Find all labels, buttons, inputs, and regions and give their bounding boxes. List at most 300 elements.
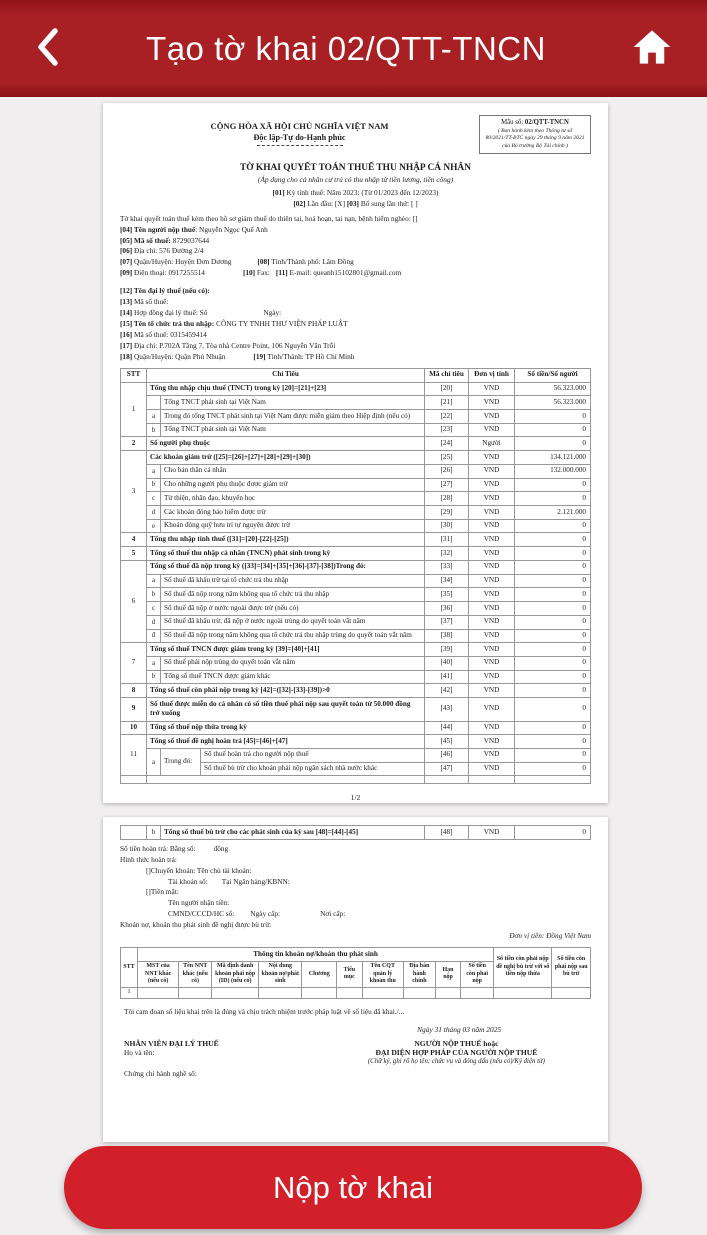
table-cell: [43]: [425, 698, 469, 721]
table-cell: [27]: [425, 478, 469, 492]
table-cell: [137, 987, 178, 998]
table-cell: [48]: [425, 826, 469, 840]
form-line: [120, 199, 591, 210]
text-segment: Tên người nhận tiền:: [168, 898, 230, 908]
form-line: [120, 341, 591, 352]
document-subtitle: (Áp dụng cho cá nhân cư trú có thu nhập từ tiền lương, tiền công): [257, 174, 454, 184]
table-cell: VND: [469, 560, 515, 574]
table-cell: Số thuế hoàn trả cho người nộp thuế: [201, 748, 425, 762]
table-header-cell: Thông tin khoản nợ/khoản thu phát sinh: [137, 948, 493, 962]
text-segment: CMND/CCCD/HC số:: [168, 909, 235, 919]
table-row: [121, 382, 591, 396]
tax-criteria-table: [120, 368, 591, 785]
table-cell: a: [147, 748, 161, 775]
table-cell: VND: [469, 478, 515, 492]
table-cell: Trong đó:: [161, 748, 201, 775]
table-cell: 0: [515, 478, 591, 492]
taxpayer-signature-area: [322, 1039, 591, 1078]
table-cell: e: [147, 519, 161, 533]
table-header-cell: Số tiền còn phải nộp: [461, 961, 494, 987]
table-cell: [212, 987, 259, 998]
table-cell: 56.323.000: [515, 382, 591, 396]
table-cell: 0: [515, 656, 591, 670]
taxpayer-info-lines: [120, 214, 591, 363]
table-cell: [121, 826, 147, 840]
table-row: [121, 602, 591, 616]
text-segment: [01]: [272, 187, 285, 197]
table-cell: [42]: [425, 684, 469, 698]
signature-date: Ngày 31 tháng 03 năm 2025: [417, 1024, 502, 1034]
text-segment: [07]: [120, 257, 133, 267]
text-segment: Điện thoại: 0917255514: [132, 268, 205, 278]
table-row: [121, 506, 591, 520]
table-cell: VND: [469, 574, 515, 588]
table-cell: Số thuế đã nộp trong năm không qua tổ chức trả thu nhập trùng do quyết toán vắt năm: [161, 629, 425, 643]
table-cell: 0: [515, 629, 591, 643]
table-row: [121, 948, 591, 962]
tax-form-page-1: [103, 103, 608, 803]
table-cell: VND: [469, 721, 515, 735]
table-cell: 0: [515, 437, 591, 451]
text-segment: Tỉnh/Thành phố: Lâm Đồng: [269, 257, 354, 267]
form-line: [120, 909, 591, 920]
text-segment: [02]: [293, 198, 306, 208]
table-cell: d: [147, 506, 161, 520]
table-cell: 2.121.000: [515, 506, 591, 520]
table-cell: Số thuế đã khấu trừ tại tổ chức trả thu nhập: [161, 574, 425, 588]
table-row: [121, 533, 591, 547]
table-cell: 0: [515, 643, 591, 657]
table-cell: [35]: [425, 588, 469, 602]
table-row: [121, 519, 591, 533]
form-line: [120, 319, 591, 330]
table-cell: VND: [469, 735, 515, 749]
form-line: [120, 225, 591, 236]
table-cell: Tổng số thuế còn phải nộp trong kỳ [42]=([32]-[33]-[39])>0: [147, 684, 425, 698]
table-cell: VND: [469, 382, 515, 396]
table-cell: [33]: [425, 560, 469, 574]
text-segment: [16]: [120, 330, 133, 340]
text-segment: [06]: [120, 246, 133, 256]
table-row: [121, 464, 591, 478]
table-row: [121, 478, 591, 492]
document-title: TỜ KHAI QUYẾT TOÁN THUẾ THU NHẬP CÁ NHÂN: [240, 162, 471, 173]
motto-divider: [257, 145, 343, 146]
tax-agent-cert-line: Chứng chỉ hành nghề số:: [124, 1068, 197, 1078]
commitment-statement: Tôi cam đoan số liệu khai trên là đúng và chịu trách nhiệm trước pháp luật về số liệu đã khai./...: [124, 1006, 405, 1016]
table-cell: 0: [515, 410, 591, 424]
table-cell: [23]: [425, 423, 469, 437]
table-cell: Số thuế đã nộp ở nước ngoài được trừ (nếu có): [161, 602, 425, 616]
table-cell: [179, 987, 212, 998]
text-segment: đồng: [213, 843, 229, 853]
table-cell: 1: [121, 382, 147, 437]
table-cell: Tổng số thuế đề nghị hoàn trả [45]=[46]+[47]: [147, 735, 425, 749]
table-row: [121, 492, 591, 506]
table-cell: Tổng thu nhập chịu thuế (TNCT) trong kỳ [20]=[21]+[23]: [147, 382, 425, 396]
table-cell: [403, 987, 435, 998]
table-cell: VND: [469, 762, 515, 776]
form-line: [120, 257, 591, 268]
table-cell: Các khoản giảm trừ ([25]=[26]+[27]+[28]+[29]+[30]): [147, 451, 425, 465]
tax-agent-name-line: Họ và tên:: [124, 1047, 155, 1057]
table-cell: d: [147, 615, 161, 629]
table-cell: 132.000.000: [515, 464, 591, 478]
form-line: [120, 236, 591, 247]
form-line: [120, 279, 591, 286]
table-cell: [46]: [425, 748, 469, 762]
table-cell: 7: [121, 643, 147, 684]
text-segment: Ngày:: [263, 308, 282, 318]
table-row: [121, 698, 591, 721]
table-cell: VND: [469, 629, 515, 643]
table-cell: Tổng số thuế bù trừ cho các phát sinh của kỳ sau [48]=[44]-[45]: [161, 826, 425, 840]
table-cell: VND: [469, 826, 515, 840]
text-segment: Tại Ngân hàng/KBNN:: [221, 876, 290, 886]
table-header-cell: Tên CQT quản lý khoản thu: [362, 961, 403, 987]
table-cell: 0: [515, 762, 591, 776]
text-segment: [10]: [242, 268, 256, 278]
national-header: [120, 115, 479, 146]
text-segment: Fax:: [255, 268, 270, 278]
table-cell: [40]: [425, 656, 469, 670]
table-cell: VND: [469, 547, 515, 561]
table-cell: Tổng số thuế TNCN được giảm khác: [161, 670, 425, 684]
table-row: [121, 721, 591, 735]
text-segment: Ngày cấp:: [250, 909, 281, 919]
form-number-box: [479, 115, 591, 154]
table-cell: [29]: [425, 506, 469, 520]
text-segment: E-mail: queanh15102801@gmail.com: [287, 268, 402, 278]
table-cell: [21]: [425, 396, 469, 410]
table-cell: 0: [515, 721, 591, 735]
table-cell: [47]: [425, 762, 469, 776]
table-cell: VND: [469, 588, 515, 602]
table-cell: 134.121.000: [515, 451, 591, 465]
form-line: [120, 887, 591, 898]
table-cell: [515, 776, 591, 784]
text-segment: CÔNG TY TNHH THƯ VIỆN PHÁP LUẬT: [214, 319, 348, 329]
home-button[interactable]: [627, 23, 677, 74]
table-cell: [20]: [425, 382, 469, 396]
table-cell: Tổng số thuế đã nộp trong kỳ ([33]=[34]+[35]+[36]-[37]-[38])Trong đó:: [147, 560, 425, 574]
table-cell: b: [147, 670, 161, 684]
table-row: [121, 826, 591, 840]
submit-declaration-button[interactable]: Nộp tờ khai: [64, 1146, 642, 1229]
table-cell: [147, 776, 425, 784]
table-cell: [32]: [425, 547, 469, 561]
table-cell: Cho những người phụ thuộc được giảm trừ: [161, 478, 425, 492]
table-cell: VND: [469, 602, 515, 616]
back-button[interactable]: [30, 22, 65, 75]
table-cell: [39]: [425, 643, 469, 657]
table-cell: VND: [469, 615, 515, 629]
text-segment: Mã số thuế:: [132, 297, 169, 307]
text-segment: Nơi cấp:: [320, 909, 346, 919]
table-header-cell: Mã định danh khoản phải nộp (ID) (nếu có): [212, 961, 259, 987]
table-cell: Số thuế được miễn do cá nhân có số tiền thuế phải nộp sau quyết toán từ 50.000 đồng trở xuống: [147, 698, 425, 721]
text-segment: Địa chỉ: P.702A Tầng 7, Tòa nhà Centre Point, 106 Nguyễn Văn Trỗi: [132, 340, 336, 350]
table-cell: [38]: [425, 629, 469, 643]
text-segment: []Chuyển khoản: Tên chủ tài khoản:: [146, 865, 252, 875]
table-row: [121, 748, 591, 762]
table-cell: [337, 987, 362, 998]
refund-info-lines: [120, 844, 591, 942]
table-row: [121, 776, 591, 784]
table-header-cell: Tiểu mục: [337, 961, 362, 987]
table-header-cell: Chỉ Tiêu: [147, 368, 425, 382]
table-cell: 0: [515, 574, 591, 588]
text-segment: [13]: [120, 297, 133, 307]
form-line: [120, 352, 591, 363]
form-line: [120, 246, 591, 257]
form-line: [120, 268, 591, 279]
form-line: [120, 920, 591, 931]
table-cell: [31]: [425, 533, 469, 547]
text-segment: Kỳ tính thuế: Năm 2023: (Từ 01/2023 đến 12/2023): [284, 187, 439, 197]
form-line: [120, 898, 591, 909]
table-cell: [26]: [425, 464, 469, 478]
table-cell: [121, 776, 147, 784]
table-cell: c: [147, 492, 161, 506]
table-row: [121, 423, 591, 437]
table-row: [121, 615, 591, 629]
table-cell: [435, 987, 460, 998]
form-line: [120, 877, 591, 888]
text-segment: [04] Tên người nộp thuế: [120, 224, 196, 234]
tax-criteria-table-continued: [120, 825, 591, 840]
table-cell: 0: [515, 735, 591, 749]
table-cell: a: [147, 464, 161, 478]
table-cell: VND: [469, 464, 515, 478]
table-cell: 8: [121, 684, 147, 698]
text-segment: : Nguyễn Ngọc Quế Anh: [195, 224, 268, 234]
table-cell: [36]: [425, 602, 469, 616]
national-motto-line2: Độc lập-Tự do-Hạnh phúc: [253, 133, 346, 142]
table-row: [121, 451, 591, 465]
table-cell: VND: [469, 506, 515, 520]
table-row: [121, 656, 591, 670]
table-cell: VND: [469, 492, 515, 506]
table-cell: Số thuế đã khấu trừ, đã nộp ở nước ngoài trùng do quyết toán vắt năm: [161, 615, 425, 629]
table-cell: 0: [515, 602, 591, 616]
table-row: [121, 410, 591, 424]
table-cell: Khoản đóng quỹ hưu trí tự nguyện được trừ: [161, 519, 425, 533]
form-line: [120, 188, 591, 199]
table-cell: 6: [121, 560, 147, 642]
form-line: [120, 866, 591, 877]
table-cell: Tổng số thuế thu nhập cá nhân (TNCN) phát sinh trong kỳ: [147, 547, 425, 561]
table-row: [121, 574, 591, 588]
tax-form-page-2: [103, 817, 608, 1142]
table-cell: Từ thiện, nhân đạo, khuyến học: [161, 492, 425, 506]
table-cell: Tổng số thuế nộp thừa trong kỳ: [147, 721, 425, 735]
table-cell: 1: [121, 987, 138, 998]
table-header-cell: Nội dung khoản nợ/phát sinh: [259, 961, 302, 987]
form-line: [120, 214, 591, 225]
table-cell: a: [147, 410, 161, 424]
table-cell: VND: [469, 451, 515, 465]
table-row: [121, 396, 591, 410]
table-header-cell: Địa bàn hành chính: [403, 961, 435, 987]
table-cell: VND: [469, 410, 515, 424]
table-header-cell: Đơn vị tính: [469, 368, 515, 382]
debt-offset-table: [120, 947, 591, 998]
taxpayer-title-line2: ĐẠI DIỆN HỢP PHÁP CỦA NGƯỜI NỘP THUẾ: [375, 1047, 538, 1057]
table-row: [121, 670, 591, 684]
form-number-note: ( Ban hành kèm theo Thông tư số 80/2021/TT-BTC ngày 29 tháng 9 năm 2021 của Bộ trưởng Bộ Tài chính ): [485, 128, 585, 149]
table-cell: [461, 987, 494, 998]
form-line: [120, 855, 591, 866]
text-segment: Tỉnh/Thành: TP Hồ Chí Minh: [265, 351, 355, 361]
table-cell: 0: [515, 588, 591, 602]
text-segment: Bổ sung lần thứ: [ ]: [359, 198, 418, 208]
table-cell: Số người phụ thuộc: [147, 437, 425, 451]
text-segment: Tài khoản số:: [168, 876, 208, 886]
table-cell: 3: [121, 451, 147, 533]
table-cell: Tổng TNCT phát sinh tại Việt Nam: [161, 423, 425, 437]
text-segment: [19]: [253, 351, 266, 361]
table-cell: 10: [121, 721, 147, 735]
table-cell: [37]: [425, 615, 469, 629]
table-cell: 0: [515, 615, 591, 629]
table-cell: 0: [515, 492, 591, 506]
text-segment: Mã số thuế: 0315459414: [132, 330, 207, 340]
table-cell: [41]: [425, 670, 469, 684]
form-line: [120, 330, 591, 341]
home-icon: [631, 27, 673, 70]
table-cell: VND: [469, 670, 515, 684]
table-cell: VND: [469, 643, 515, 657]
table-cell: Người: [469, 437, 515, 451]
table-cell: [34]: [425, 574, 469, 588]
page-title: Tạo tờ khai 02/QTT-TNCN: [146, 29, 546, 67]
table-cell: [25]: [425, 451, 469, 465]
text-segment: [15] Tên tổ chức trả thu nhập:: [120, 319, 215, 329]
table-row: [121, 684, 591, 698]
table-header-cell: STT: [121, 368, 147, 382]
table-cell: Các khoản đóng bảo hiểm được trừ: [161, 506, 425, 520]
form-line: [120, 297, 591, 308]
table-cell: VND: [469, 519, 515, 533]
table-row: [121, 547, 591, 561]
table-row: [121, 735, 591, 749]
text-segment: [03]: [346, 198, 359, 208]
app-bar: [0, 0, 707, 97]
form-number-line: Mẫu số: 02/QTT-TNCN: [501, 119, 569, 126]
table-cell: 0: [515, 533, 591, 547]
text-segment: Hợp đồng đại lý thuế: Số: [132, 308, 208, 318]
table-cell: 5: [121, 547, 147, 561]
text-segment: Quận/Huyện: Quận Phú Nhuận: [132, 351, 226, 361]
table-cell: 0: [515, 748, 591, 762]
table-cell: VND: [469, 698, 515, 721]
table-cell: Tổng thu nhập tính thuế ([31]=[20]-[22]-[25]): [147, 533, 425, 547]
table-row: [121, 987, 591, 998]
table-header-cell: Số tiền còn phải nộp sau bù trừ: [552, 948, 591, 988]
signature-instruction: (Chữ ký, ghi rõ họ tên; chức vụ và đóng dấu (nếu có)/Ký điện tử): [367, 1057, 545, 1065]
text-segment: [11]: [275, 268, 288, 278]
table-row: [121, 437, 591, 451]
page-number: 1/2: [350, 793, 361, 803]
table-cell: [362, 987, 403, 998]
table-header-cell: Hạn nộp: [435, 961, 460, 987]
taxpayer-title-line1: NGƯỜI NỘP THUẾ hoặc: [414, 1038, 499, 1048]
table-cell: [469, 776, 515, 784]
form-line: [120, 844, 591, 855]
table-row: [121, 560, 591, 574]
form-line: [120, 931, 591, 942]
table-cell: b: [147, 478, 161, 492]
table-cell: [552, 987, 591, 998]
text-segment: [09]: [120, 268, 133, 278]
table-cell: [425, 776, 469, 784]
text-segment: Địa chỉ: 576 Đường 2/4: [132, 246, 204, 256]
table-row: [121, 588, 591, 602]
table-cell: 0: [515, 670, 591, 684]
document-header: [120, 115, 591, 154]
table-cell: b: [147, 826, 161, 840]
table-header-cell: Số tiền còn phải nộp đề nghị bù trừ với số tiền nộp thừa: [494, 948, 552, 988]
table-cell: a: [147, 656, 161, 670]
table-header-cell: Số tiền/Số người: [515, 368, 591, 382]
text-segment: []Tiền mặt:: [146, 887, 179, 897]
table-cell: Tổng số thuế TNCN được giảm trong kỳ [39]=[40]+[41]: [147, 643, 425, 657]
table-cell: [45]: [425, 735, 469, 749]
text-segment: [17]: [120, 340, 133, 350]
table-cell: 56.323.000: [515, 396, 591, 410]
text-segment: Tờ khai quyết toán thuế kèm theo hồ sơ giảm thuế do thiên tai, hoả hoạn, tai nạn, bệnh hiểm nghèo: []: [120, 213, 418, 223]
table-cell: 0: [515, 519, 591, 533]
text-segment: [12] Tên đại lý thuế (nếu có):: [120, 286, 210, 296]
table-cell: Cho bản thân cá nhân: [161, 464, 425, 478]
table-header-cell: Tên NNT khác (nếu có): [179, 961, 212, 987]
text-segment: [05] Mã số thuế:: [120, 235, 171, 245]
table-cell: 4: [121, 533, 147, 547]
national-motto-line1: CỘNG HÒA XÃ HỘI CHỦ NGHĨA VIỆT NAM: [210, 121, 389, 131]
table-cell: VND: [469, 748, 515, 762]
tax-agent-title: NHÂN VIÊN ĐẠI LÝ THUẾ: [124, 1038, 219, 1048]
table-cell: đ: [147, 629, 161, 643]
table-cell: Trong đó tổng TNCT phát sinh tại Việt Nam được miễn giảm theo Hiệp định (nếu có): [161, 410, 425, 424]
form-line: [120, 286, 591, 297]
text-segment: Đơn vị tiền: Đồng Việt Nam: [509, 931, 591, 941]
table-cell: [28]: [425, 492, 469, 506]
text-segment: 8729037644: [170, 235, 210, 245]
table-cell: 0: [515, 423, 591, 437]
table-cell: VND: [469, 533, 515, 547]
table-cell: VND: [469, 396, 515, 410]
table-cell: [44]: [425, 721, 469, 735]
table-cell: [259, 987, 302, 998]
table-cell: Số thuế đã nộp trong năm không qua tổ chức trả thu nhập: [161, 588, 425, 602]
table-cell: b: [147, 423, 161, 437]
table-cell: 0: [515, 684, 591, 698]
table-cell: [302, 987, 337, 998]
table-header-cell: STT: [121, 948, 138, 988]
table-cell: Số thuế phải nộp trùng do quyết toán vắt năm: [161, 656, 425, 670]
signature-block: [120, 1039, 591, 1078]
table-cell: 0: [515, 560, 591, 574]
table-cell: [30]: [425, 519, 469, 533]
table-cell: b: [147, 588, 161, 602]
text-segment: Hình thức hoàn trả:: [120, 854, 177, 864]
table-row: [121, 643, 591, 657]
table-cell: Số thuế bù trừ cho khoản phải nộp ngân sách nhà nước khác: [201, 762, 425, 776]
back-chevron-icon: [34, 26, 61, 71]
table-cell: [147, 396, 161, 410]
table-cell: VND: [469, 684, 515, 698]
